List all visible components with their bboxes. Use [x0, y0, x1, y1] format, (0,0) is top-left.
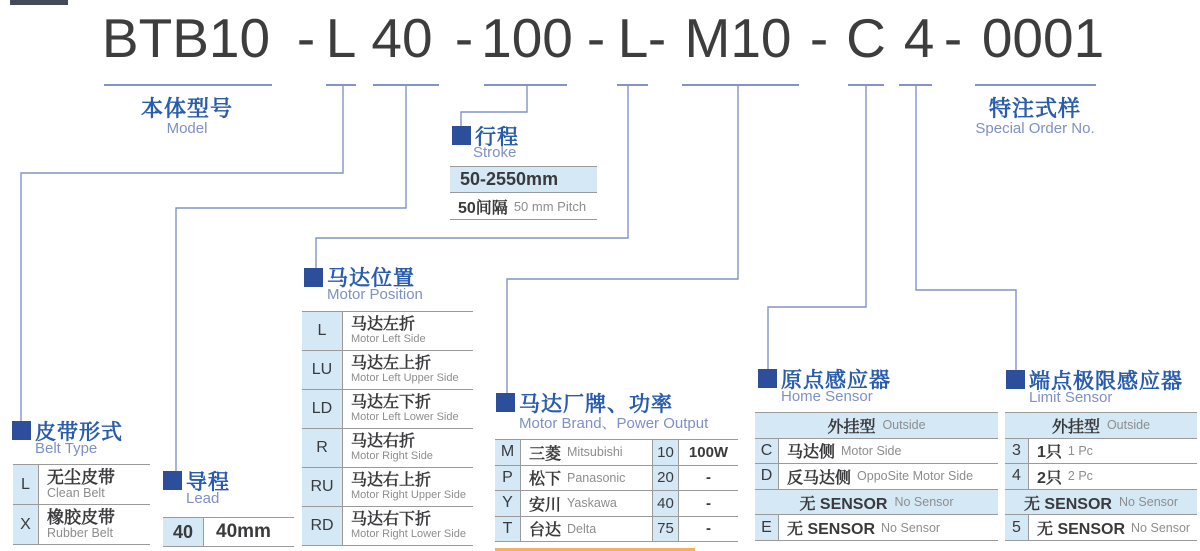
table-row	[13, 505, 150, 545]
desc-en: Motor Right Lower Side	[351, 527, 466, 540]
table-row	[755, 464, 998, 490]
lead-value-cell: 40mm	[216, 521, 271, 542]
brand-en: Mitsubishi	[567, 445, 623, 460]
lead-table	[163, 517, 294, 547]
table-row	[495, 491, 738, 517]
home-sensor-marker-icon	[758, 369, 777, 388]
segment-underline	[617, 84, 648, 86]
desc-cell	[779, 439, 998, 464]
brand-en: Delta	[567, 521, 597, 536]
motor-position-title-en: Motor Position	[327, 286, 423, 303]
model-segment-motor-pos: L	[617, 7, 649, 69]
motor-brand-marker-icon	[496, 393, 515, 412]
power-cell: 100W	[688, 443, 729, 461]
model-segment-home: C	[846, 7, 886, 69]
desc-zh: 无 SENSOR	[787, 521, 876, 539]
segment-underline	[848, 84, 884, 86]
limit-sensor-title-zh: 端点极限感应器	[1029, 370, 1183, 393]
model-segment-limit: 4	[903, 7, 935, 69]
segment-underline	[975, 84, 1096, 86]
limit-sensor-marker-icon	[1006, 370, 1025, 389]
special-order-label-zh: 特注式样	[988, 96, 1082, 121]
table-row	[495, 440, 738, 466]
code-cell: Y	[495, 491, 521, 516]
stroke-marker-icon	[452, 126, 471, 145]
model-segment-body: BTB10	[101, 7, 271, 69]
desc-zh: 马达右下折	[351, 510, 432, 528]
page-corner-bar	[10, 0, 68, 5]
limit-sensor-table	[1005, 412, 1197, 541]
group-zh: 无 SENSOR	[1023, 495, 1112, 513]
brand-zh: 安川	[529, 496, 562, 514]
motor-brand-title-zh: 马达厂牌、功率	[519, 393, 673, 416]
table-row	[302, 429, 473, 468]
power-cell: -	[706, 520, 711, 538]
code-cell: E	[755, 515, 779, 540]
desc-cell	[1029, 464, 1197, 489]
code-cell: LU	[302, 351, 343, 389]
model-segment-stroke: 100	[481, 7, 573, 69]
brand-zh: 松下	[529, 471, 562, 489]
code-cell: T	[495, 517, 521, 542]
desc-en: No Sensor	[881, 520, 941, 535]
desc-en: 2 Pc	[1067, 469, 1093, 484]
desc-cell	[343, 468, 466, 506]
connector-line-stroke	[461, 85, 527, 126]
model-separator: -	[296, 7, 316, 69]
segment-underline	[104, 84, 272, 86]
desc-zh: 马达右上折	[351, 471, 432, 489]
brand-zh: 三菱	[529, 445, 562, 463]
stroke-table	[450, 166, 597, 220]
code-cell: L	[302, 312, 343, 350]
desc-zh: 马达左上折	[351, 354, 432, 372]
table-row	[302, 390, 473, 429]
group-header-outside	[755, 413, 998, 439]
model-separator: -	[647, 7, 667, 69]
stroke-pitch-cell	[450, 193, 597, 220]
code-cell: RD	[302, 507, 343, 545]
code-cell: 3	[1005, 439, 1029, 464]
code-cell: 40	[163, 518, 204, 546]
segment-underline	[326, 84, 356, 86]
stroke-title-zh: 行程	[475, 126, 519, 149]
group-zh: 外挂型	[1051, 418, 1100, 436]
lead-marker-icon	[163, 471, 182, 490]
belt-type-table	[13, 464, 150, 545]
belt-type-marker-icon	[12, 421, 31, 440]
desc-zh: 2只	[1037, 469, 1062, 487]
brand-en: Yaskawa	[567, 496, 617, 511]
model-segment-lead: 40	[371, 7, 433, 69]
home-sensor-table	[755, 412, 998, 541]
desc-en: OppoSite Motor Side	[857, 469, 974, 484]
code-cell: 4	[1005, 464, 1029, 489]
connector-line-motor-brand	[507, 85, 738, 393]
desc-zh: 橡胶皮带	[47, 508, 115, 528]
model-segment-brand: M10	[684, 7, 792, 69]
table-row	[163, 518, 294, 547]
table-row	[302, 351, 473, 390]
group-en: No Sensor	[1118, 495, 1179, 510]
model-separator: -	[586, 7, 606, 69]
segment-underline	[682, 84, 799, 86]
group-header-no-sensor	[755, 490, 998, 516]
desc-zh: 1只	[1037, 444, 1062, 462]
group-zh: 无 SENSOR	[799, 495, 888, 513]
belt-type-title-en: Belt Type	[35, 440, 98, 457]
group-en: No Sensor	[894, 495, 954, 510]
desc-zh: 马达左下折	[351, 393, 432, 411]
code-cell: P	[495, 466, 521, 491]
special-order-label-en: Special Order No.	[975, 120, 1095, 137]
desc-zh: 反马达侧	[787, 469, 852, 487]
brand-cell	[521, 517, 652, 542]
table-row	[302, 507, 473, 546]
motor-position-marker-icon	[304, 268, 323, 287]
brand-zh: 台达	[529, 522, 562, 540]
power-code-cell: 10	[652, 440, 679, 465]
desc-en: Motor Left Upper Side	[351, 371, 459, 384]
table-row	[755, 515, 998, 541]
lead-title-zh: 导程	[186, 471, 230, 494]
desc-cell	[1029, 515, 1197, 540]
table-row	[1005, 439, 1197, 465]
power-cell: -	[706, 469, 711, 487]
table-row	[495, 466, 738, 492]
table-row	[13, 465, 150, 505]
stroke-title-en: Stroke	[473, 144, 517, 161]
power-code-cell: 75	[652, 517, 679, 542]
desc-cell	[343, 390, 459, 428]
desc-en: Motor Side	[841, 443, 902, 458]
brand-en: Panasonic	[567, 470, 626, 485]
desc-en: Motor Right Upper Side	[351, 488, 466, 501]
segment-underline	[899, 84, 932, 86]
limit-sensor-title-en: Limit Sensor	[1029, 389, 1113, 406]
code-cell: RU	[302, 468, 343, 506]
desc-en: Motor Right Side	[351, 449, 433, 462]
home-sensor-title-en: Home Sensor	[781, 388, 873, 405]
model-separator: -	[454, 7, 474, 69]
table-row	[1005, 464, 1197, 490]
code-cell: L	[13, 465, 39, 504]
code-cell: X	[13, 505, 39, 544]
model-separator: -	[809, 7, 829, 69]
group-header-outside	[1005, 413, 1197, 439]
connector-line-home-sensor	[768, 85, 866, 369]
table-row	[1005, 515, 1197, 541]
desc-zh: 无 SENSOR	[1037, 521, 1126, 539]
segment-underline	[484, 84, 567, 86]
desc-zh: 马达侧	[787, 444, 836, 462]
desc-en: Rubber Belt	[47, 525, 114, 540]
motor-position-title-zh: 马达位置	[327, 267, 415, 290]
group-en: Outside	[882, 418, 926, 433]
motor-brand-table	[495, 439, 738, 542]
model-separator: -	[943, 7, 963, 69]
belt-type-title-zh: 皮带形式	[35, 421, 123, 444]
desc-en: Motor Left Lower Side	[351, 410, 459, 423]
desc-cell	[779, 515, 998, 540]
group-en: Outside	[1106, 418, 1151, 433]
power-cell: -	[706, 494, 711, 512]
desc-zh: 马达左折	[351, 315, 416, 333]
segment-underline	[373, 84, 439, 86]
desc-en: No Sensor	[1131, 520, 1191, 535]
desc-en: 1 Pc	[1067, 443, 1093, 458]
group-zh: 外挂型	[827, 418, 876, 436]
desc-zh: 马达右折	[351, 432, 416, 450]
desc-cell	[343, 507, 466, 545]
home-sensor-title-zh: 原点感应器	[781, 369, 891, 392]
motor-brand-title-en: Motor Brand、Power Output	[519, 415, 709, 432]
desc-zh: 无尘皮带	[47, 468, 115, 488]
code-cell: M	[495, 440, 521, 465]
model-label-en: Model	[166, 120, 208, 137]
code-cell: R	[302, 429, 343, 467]
code-cell: 5	[1005, 515, 1029, 540]
model-segment-belt: L	[325, 7, 357, 69]
brand-cell	[521, 440, 652, 465]
stroke-range-cell: 50-2550mm	[450, 167, 597, 193]
model-segment-special: 0001	[981, 7, 1105, 69]
brand-cell	[521, 491, 652, 516]
group-header-no-sensor	[1005, 490, 1197, 516]
desc-cell	[39, 505, 115, 544]
desc-cell	[343, 351, 459, 389]
power-code-cell: 20	[652, 466, 679, 491]
desc-cell	[39, 465, 115, 504]
code-cell: D	[755, 464, 779, 489]
power-code-cell: 40	[652, 491, 679, 516]
stroke-pitch-zh: 50间隔	[458, 199, 508, 217]
table-row	[302, 468, 473, 507]
desc-en: Motor Left Side	[351, 332, 426, 345]
lead-title-en: Lead	[186, 490, 220, 507]
code-cell: C	[755, 439, 779, 464]
motor-position-table	[302, 311, 473, 546]
desc-cell	[343, 429, 433, 467]
table-row	[755, 439, 998, 465]
brand-cell	[521, 466, 652, 491]
desc-cell	[343, 312, 426, 350]
desc-en: Clean Belt	[47, 485, 105, 500]
desc-cell	[1029, 439, 1197, 464]
table-row	[302, 312, 473, 351]
desc-cell	[779, 464, 998, 489]
model-label-zh: 本体型号	[140, 96, 234, 121]
stroke-pitch-en: 50 mm Pitch	[513, 198, 587, 214]
table-row	[495, 517, 738, 543]
code-cell: LD	[302, 390, 343, 428]
